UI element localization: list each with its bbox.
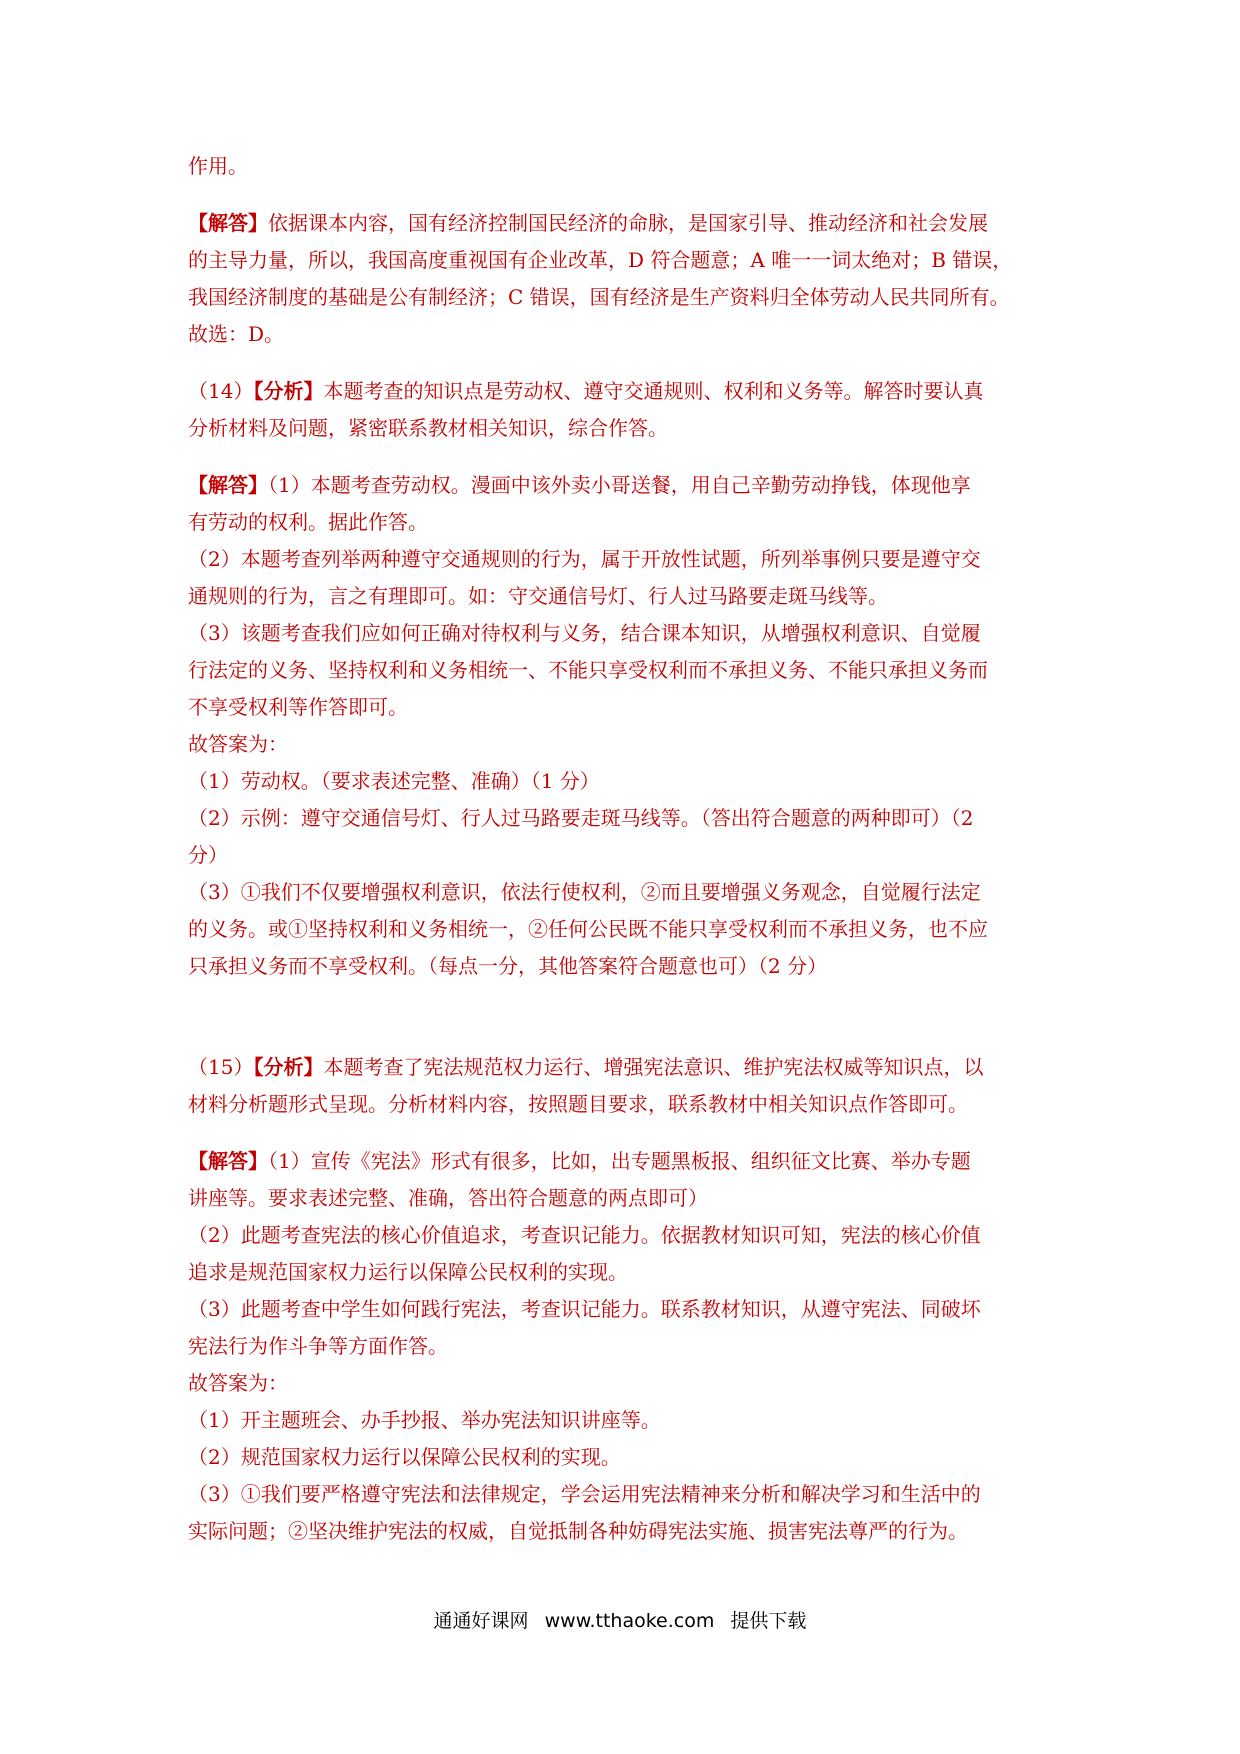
text-line: 实际问题；②坚决维护宪法的权威，自觉抵制各种妨碍宪法实施、损害宪法尊严的行为。	[188, 1519, 968, 1543]
answer-line: 【解答】依据课本内容，国有经济控制国民经济的命脉，是国家引导、推动经济和社会发展	[188, 211, 988, 235]
text-line: （2）示例：遵守交通信号灯、行人过马路要走斑马线等。（答出符合题意的两种即可）（2	[188, 806, 974, 830]
text-line: 故选：D。	[188, 322, 285, 346]
text-line: 有劳动的权利。据此作答。	[188, 510, 428, 534]
text-line: （1）开主题班会、办手抄报、举办宪法知识讲座等。	[188, 1408, 661, 1432]
text-line: 讲座等。要求表述完整、准确，答出符合题意的两点即可）	[188, 1186, 708, 1210]
text-line: 行法定的义务、坚持权利和义务相统一、不能只享受权利而不承担义务、不能只承担义务而	[188, 658, 988, 682]
text-line: 分析材料及问题，紧密联系教材相关知识，综合作答。	[188, 416, 668, 440]
text-line: （3）①我们不仅要增强权利意识，依法行使权利，②而且要增强义务观念，自觉履行法定	[188, 880, 981, 904]
page-footer	[0, 1606, 1240, 1633]
text-line: （3）①我们要严格遵守宪法和法律规定，学会运用宪法精神来分析和解决学习和生活中的	[188, 1482, 981, 1506]
text-line: 的义务。或①坚持权利和义务相统一，②任何公民既不能只享受权利而不承担义务，也不应	[188, 917, 988, 941]
text-line: 追求是规范国家权力运行以保障公民权利的实现。	[188, 1260, 628, 1284]
question-15-analysis: （15）【分析】本题考查了宪法规范权力运行、增强宪法意识、维护宪法权威等知识点，以	[188, 1055, 984, 1079]
text-line: （2）本题考查列举两种遵守交通规则的行为，属于开放性试题，所列举事例只要是遵守交	[188, 547, 981, 571]
text-line: 我国经济制度的基础是公有制经济；C 错误，国有经济是生产资料归全体劳动人民共同所有。	[188, 285, 1010, 309]
analysis-tag: 【分析】	[253, 1055, 324, 1079]
text-line: 宪法行为作斗争等方面作答。	[188, 1334, 448, 1358]
question-14-answer: 【解答】（1）本题考查劳动权。漫画中该外卖小哥送餐，用自己辛勤劳动挣钱，体现他享	[188, 473, 971, 497]
text-line: 故答案为：	[188, 732, 288, 756]
text-line: （3）该题考查我们应如何正确对待权利与义务，结合课本知识，从增强权利意识、自觉履	[188, 621, 981, 645]
footer-note: 提供下载	[730, 1610, 807, 1632]
question-15-answer: 【解答】（1）宣传《宪法》形式有很多，比如，出专题黑板报、组织征文比赛、举办专题	[188, 1149, 971, 1173]
answer-content	[188, 148, 1056, 1550]
text-line: 通规则的行为，言之有理即可。如：守交通信号灯、行人过马路要走斑马线等。	[188, 584, 888, 608]
footer-site-name: 通通好课网	[433, 1610, 529, 1632]
text-line: （1）劳动权。（要求表述完整、准确）（1 分）	[188, 769, 600, 793]
text-line: 只承担义务而不享受权利。（每点一分，其他答案符合题意也可）（2 分）	[188, 954, 828, 978]
text-line: （3）此题考查中学生如何践行宪法，考查识记能力。联系教材知识，从遵守宪法、同破坏	[188, 1297, 981, 1321]
text-line: 的主导力量，所以，我国高度重视国有企业改革，D 符合题意；A 唯一一词太绝对；B 错误，	[188, 248, 1013, 272]
text-line: 不享受权利等作答即可。	[188, 695, 408, 719]
text-line: 故答案为：	[188, 1371, 288, 1395]
text-line: 作用。	[188, 154, 248, 178]
text-line: （2）此题考查宪法的核心价值追求，考查识记能力。依据教材知识可知，宪法的核心价值	[188, 1223, 981, 1247]
text-line: （2）规范国家权力运行以保障公民权利的实现。	[188, 1445, 621, 1469]
text-line: 材料分析题形式呈现。分析材料内容，按照题目要求，联系教材中相关知识点作答即可。	[188, 1092, 968, 1116]
text-line: 分）	[188, 843, 228, 867]
analysis-tag: 【分析】	[253, 379, 324, 403]
footer-url[interactable]: www.tthaoke.com	[544, 1610, 715, 1632]
answer-tag: 【解答】	[188, 473, 268, 497]
answer-tag: 【解答】	[188, 211, 268, 235]
question-14-analysis: （14）【分析】本题考查的知识点是劳动权、遵守交通规则、权利和义务等。解答时要认真	[188, 379, 984, 403]
answer-tag: 【解答】	[188, 1149, 268, 1173]
